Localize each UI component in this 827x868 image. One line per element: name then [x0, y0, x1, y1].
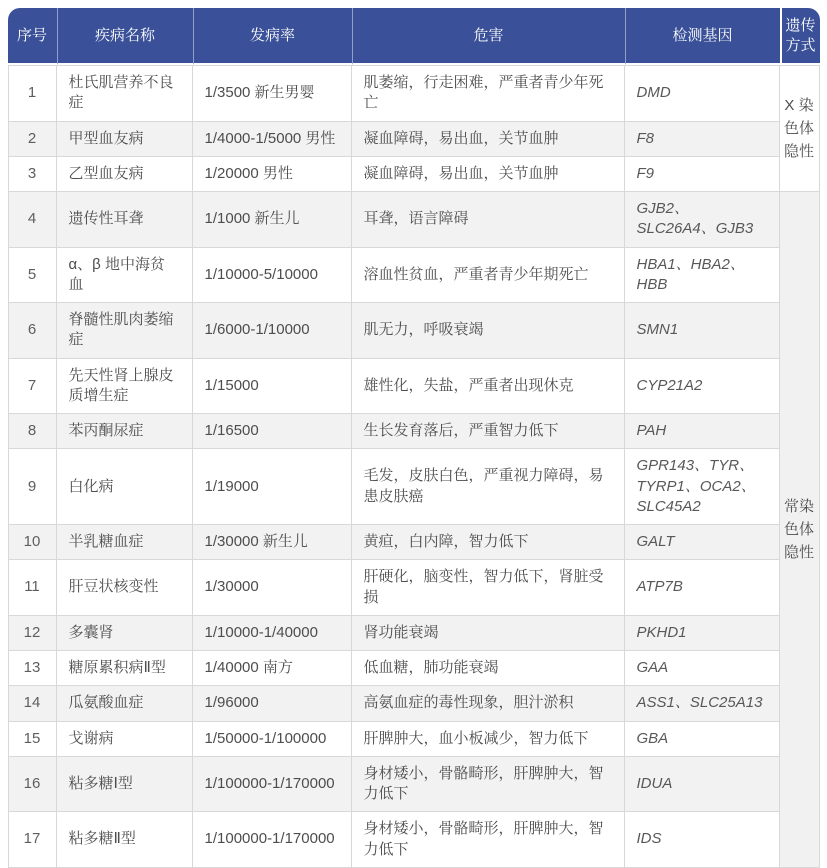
- cell-inheritance: 常染色体隐性: [780, 192, 820, 868]
- header-col-no: 序号: [8, 8, 57, 65]
- cell-inheritance: X 染色体隐性: [780, 65, 820, 192]
- cell-disease-name: 肝豆状核变性: [57, 560, 193, 616]
- cell-disease-name: 脊髓性肌肉萎缩症: [57, 303, 193, 359]
- cell-harm: 高氨血症的毒性现象，胆汁淤积: [352, 686, 625, 721]
- cell-incidence: 1/40000 南方: [193, 651, 352, 686]
- cell-incidence: 1/10000-5/10000: [193, 248, 352, 304]
- cell-no: 12: [8, 616, 57, 651]
- cell-disease-name: 乙型血友病: [57, 157, 193, 192]
- cell-no: 9: [8, 449, 57, 525]
- table-row: [8, 449, 820, 525]
- header-col-harm: 危害: [352, 8, 625, 65]
- cell-gene: GPR143、TYR、TYRP1、OCA2、SLC45A2: [625, 449, 780, 525]
- header-col-incidence: 发病率: [193, 8, 352, 65]
- cell-no: 15: [8, 722, 57, 757]
- cell-harm: 肾功能衰竭: [352, 616, 625, 651]
- cell-no: 4: [8, 192, 57, 248]
- cell-no: 1: [8, 65, 57, 122]
- cell-no: 10: [8, 525, 57, 560]
- cell-harm: 身材矮小，骨骼畸形，肝脾肿大，智力低下: [352, 812, 625, 868]
- cell-incidence: 1/100000-1/170000: [193, 757, 352, 813]
- cell-harm: 生长发育落后，严重智力低下: [352, 414, 625, 449]
- cell-harm: 肌无力，呼吸衰竭: [352, 303, 625, 359]
- cell-incidence: 1/50000-1/100000: [193, 722, 352, 757]
- cell-gene: IDUA: [625, 757, 780, 813]
- cell-incidence: 1/96000: [193, 686, 352, 721]
- table-row: [8, 248, 820, 304]
- cell-gene: GBA: [625, 722, 780, 757]
- cell-no: 8: [8, 414, 57, 449]
- cell-gene: HBA1、HBA2、HBB: [625, 248, 780, 304]
- table-row: [8, 616, 820, 651]
- header-col-gene: 检测基因: [625, 8, 780, 65]
- header-col-inheritance: 遗传方式: [780, 8, 820, 65]
- cell-no: 3: [8, 157, 57, 192]
- cell-incidence: 1/30000 新生儿: [193, 525, 352, 560]
- cell-disease-name: 半乳糖血症: [57, 525, 193, 560]
- table-row: [8, 359, 820, 415]
- cell-incidence: 1/20000 男性: [193, 157, 352, 192]
- cell-gene: PKHD1: [625, 616, 780, 651]
- table-row: [8, 686, 820, 721]
- cell-gene: DMD: [625, 65, 780, 122]
- genetic-disease-table-container: [8, 8, 820, 868]
- cell-disease-name: 粘多糖Ⅱ型: [57, 812, 193, 868]
- cell-no: 13: [8, 651, 57, 686]
- cell-harm: 毛发，皮肤白色，严重视力障碍，易患皮肤癌: [352, 449, 625, 525]
- cell-disease-name: 苯丙酮尿症: [57, 414, 193, 449]
- table-row: [8, 757, 820, 813]
- cell-gene: F8: [625, 122, 780, 157]
- cell-disease-name: 多囊肾: [57, 616, 193, 651]
- cell-no: 16: [8, 757, 57, 813]
- cell-harm: 肌萎缩，行走困难，严重者青少年死亡: [352, 65, 625, 122]
- cell-disease-name: 糖原累积病Ⅱ型: [57, 651, 193, 686]
- cell-disease-name: 遗传性耳聋: [57, 192, 193, 248]
- table-row: [8, 722, 820, 757]
- cell-no: 14: [8, 686, 57, 721]
- cell-harm: 肝硬化，脑变性，智力低下，肾脏受损: [352, 560, 625, 616]
- cell-disease-name: 甲型血友病: [57, 122, 193, 157]
- cell-gene: SMN1: [625, 303, 780, 359]
- cell-disease-name: 白化病: [57, 449, 193, 525]
- cell-disease-name: 粘多糖Ⅰ型: [57, 757, 193, 813]
- cell-harm: 低血糖，肺功能衰竭: [352, 651, 625, 686]
- cell-disease-name: 先天性肾上腺皮质增生症: [57, 359, 193, 415]
- cell-no: 7: [8, 359, 57, 415]
- cell-harm: 雄性化，失盐，严重者出现休克: [352, 359, 625, 415]
- cell-incidence: 1/1000 新生儿: [193, 192, 352, 248]
- table-row: [8, 651, 820, 686]
- header-col-disease-name: 疾病名称: [57, 8, 193, 65]
- genetic-disease-table: [8, 8, 820, 868]
- cell-harm: 身材矮小，骨骼畸形，肝脾肿大，智力低下: [352, 757, 625, 813]
- cell-incidence: 1/3500 新生男婴: [193, 65, 352, 122]
- table-body: [8, 65, 820, 868]
- cell-no: 17: [8, 812, 57, 868]
- cell-harm: 溶血性贫血，严重者青少年期死亡: [352, 248, 625, 304]
- cell-no: 2: [8, 122, 57, 157]
- cell-gene: GALT: [625, 525, 780, 560]
- cell-gene: PAH: [625, 414, 780, 449]
- cell-disease-name: 戈谢病: [57, 722, 193, 757]
- table-row: [8, 525, 820, 560]
- cell-disease-name: 杜氏肌营养不良症: [57, 65, 193, 122]
- cell-incidence: 1/10000-1/40000: [193, 616, 352, 651]
- cell-incidence: 1/19000: [193, 449, 352, 525]
- cell-harm: 耳聋，语言障碍: [352, 192, 625, 248]
- cell-gene: F9: [625, 157, 780, 192]
- cell-gene: ATP7B: [625, 560, 780, 616]
- table-row: [8, 122, 820, 157]
- cell-disease-name: α、β 地中海贫血: [57, 248, 193, 304]
- table-row: [8, 303, 820, 359]
- cell-harm: 黄疸，白内障，智力低下: [352, 525, 625, 560]
- cell-no: 5: [8, 248, 57, 304]
- cell-harm: 凝血障碍，易出血，关节血肿: [352, 122, 625, 157]
- table-row: [8, 414, 820, 449]
- cell-incidence: 1/16500: [193, 414, 352, 449]
- cell-disease-name: 瓜氨酸血症: [57, 686, 193, 721]
- cell-incidence: 1/4000-1/5000 男性: [193, 122, 352, 157]
- cell-harm: 肝脾肿大，血小板减少，智力低下: [352, 722, 625, 757]
- header-row: [8, 8, 820, 65]
- cell-gene: GJB2、SLC26A4、GJB3: [625, 192, 780, 248]
- cell-incidence: 1/15000: [193, 359, 352, 415]
- table-row: [8, 560, 820, 616]
- table-row: [8, 812, 820, 868]
- table-row: [8, 65, 820, 122]
- cell-harm: 凝血障碍，易出血，关节血肿: [352, 157, 625, 192]
- table-row: [8, 192, 820, 248]
- cell-no: 11: [8, 560, 57, 616]
- cell-gene: CYP21A2: [625, 359, 780, 415]
- cell-gene: IDS: [625, 812, 780, 868]
- cell-no: 6: [8, 303, 57, 359]
- cell-incidence: 1/100000-1/170000: [193, 812, 352, 868]
- table-row: [8, 157, 820, 192]
- cell-gene: GAA: [625, 651, 780, 686]
- cell-incidence: 1/6000-1/10000: [193, 303, 352, 359]
- cell-incidence: 1/30000: [193, 560, 352, 616]
- cell-gene: ASS1、SLC25A13: [625, 686, 780, 721]
